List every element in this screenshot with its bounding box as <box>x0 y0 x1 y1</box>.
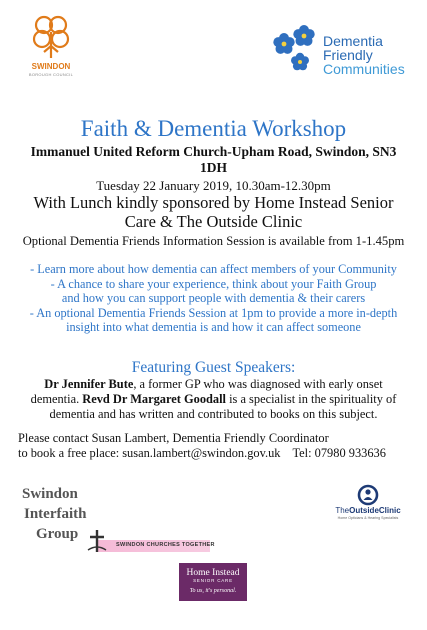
outside-clinic-tagline: Home Opticians & Hearing Specialists <box>337 516 399 520</box>
forget-me-not-flowers-icon <box>270 22 322 78</box>
sponsor-line-2: Care & The Outside Clinic <box>124 212 303 231</box>
swindon-logo-name: SWINDON <box>31 62 71 71</box>
churches-text: SWINDON CHURCHES TOGETHER <box>116 542 215 548</box>
speaker-line-3: dementia and has written and contributed to books on this subject. <box>49 407 378 421</box>
speaker-2-name: Revd Dr Margaret Goodall <box>82 392 226 406</box>
speaker-2-text: is a specialist in the spirituality of <box>226 392 397 406</box>
person-circle-icon <box>357 484 379 506</box>
interfaith-line-1: Swindon <box>22 486 78 502</box>
benefit-line: - An optional Dementia Friends Session at 1pm to provide a more in-depth <box>29 305 398 320</box>
speaker-line-1 <box>0 377 427 392</box>
outside-clinic-logo <box>328 484 408 524</box>
home-instead-subtitle: SENIOR CARE <box>193 578 233 583</box>
sponsor-line-1: With Lunch kindly sponsored by Home Instead Senior <box>33 193 394 212</box>
home-instead-logo <box>179 563 247 601</box>
swindon-logo-sub: BOROUGH COUNCIL <box>28 72 74 77</box>
tree-logo-icon <box>18 12 84 64</box>
churches-banner <box>96 540 215 552</box>
event-date: Tuesday 22 January 2019, 10.30am-12.30pm <box>96 178 331 193</box>
contact-phone: Tel: 07980 933636 <box>292 446 386 460</box>
speaker-1-name: Dr Jennifer Bute <box>44 377 134 391</box>
speaker-line-2-prefix: dementia. <box>30 392 83 406</box>
df-line3: Communities <box>323 61 405 77</box>
benefit-line: insight into what dementia is and how it can affect someone <box>66 320 361 335</box>
interfaith-line-2: Interfaith <box>24 506 87 522</box>
interfaith-line-3: Group <box>36 526 79 542</box>
contact-info <box>18 431 386 461</box>
swindon-churches-together-logo <box>82 528 215 554</box>
df-line1: Dementia <box>323 33 383 49</box>
optional-session-text: Optional Dementia Friends Information Session is available from 1-1.45pm <box>22 234 405 248</box>
home-instead-tagline: To us, it's personal. <box>189 588 237 594</box>
outside-clinic-name <box>328 506 408 515</box>
workshop-benefits-list <box>0 262 427 335</box>
home-instead-name: Home Instead <box>186 568 240 578</box>
speakers-description <box>0 377 427 422</box>
interfaith-group-logo <box>22 484 87 544</box>
benefit-line: - Learn more about how dementia can affect members of your Community <box>30 262 397 276</box>
page-title: Faith & Dementia Workshop <box>80 116 347 141</box>
contact-line-1: Please contact Susan Lambert, Dementia Friendly Coordinator <box>18 431 329 445</box>
swindon-council-logo <box>18 12 84 82</box>
speaker-line-2 <box>0 392 427 407</box>
venue-line-2: 1DH <box>200 160 227 175</box>
speaker-1-text: , a former GP who was diagnosed with early onset <box>133 377 383 391</box>
benefit-line: and how you can support people with dementia & their carers <box>61 291 366 306</box>
dementia-friendly-text <box>323 34 405 76</box>
contact-line-2 <box>18 446 386 461</box>
dementia-friendly-logo <box>270 22 420 82</box>
cross-icon <box>86 528 108 554</box>
venue-line-1: Immanuel United Reform Church-Upham Road, Swindon, SN3 <box>30 144 397 159</box>
contact-email-text: to book a free place: susan.lambert@swindon.gov.uk <box>18 446 281 460</box>
df-line2: Friendly <box>323 47 373 63</box>
sponsor-text <box>0 193 427 231</box>
outside-clinic-brand: OutsideClinic <box>349 506 401 515</box>
benefit-line: - A chance to share your experience, think about your Faith Group <box>50 276 377 291</box>
outside-clinic-the: The <box>335 506 350 515</box>
venue-address <box>0 144 427 176</box>
featuring-heading: Featuring Guest Speakers: <box>131 359 296 376</box>
